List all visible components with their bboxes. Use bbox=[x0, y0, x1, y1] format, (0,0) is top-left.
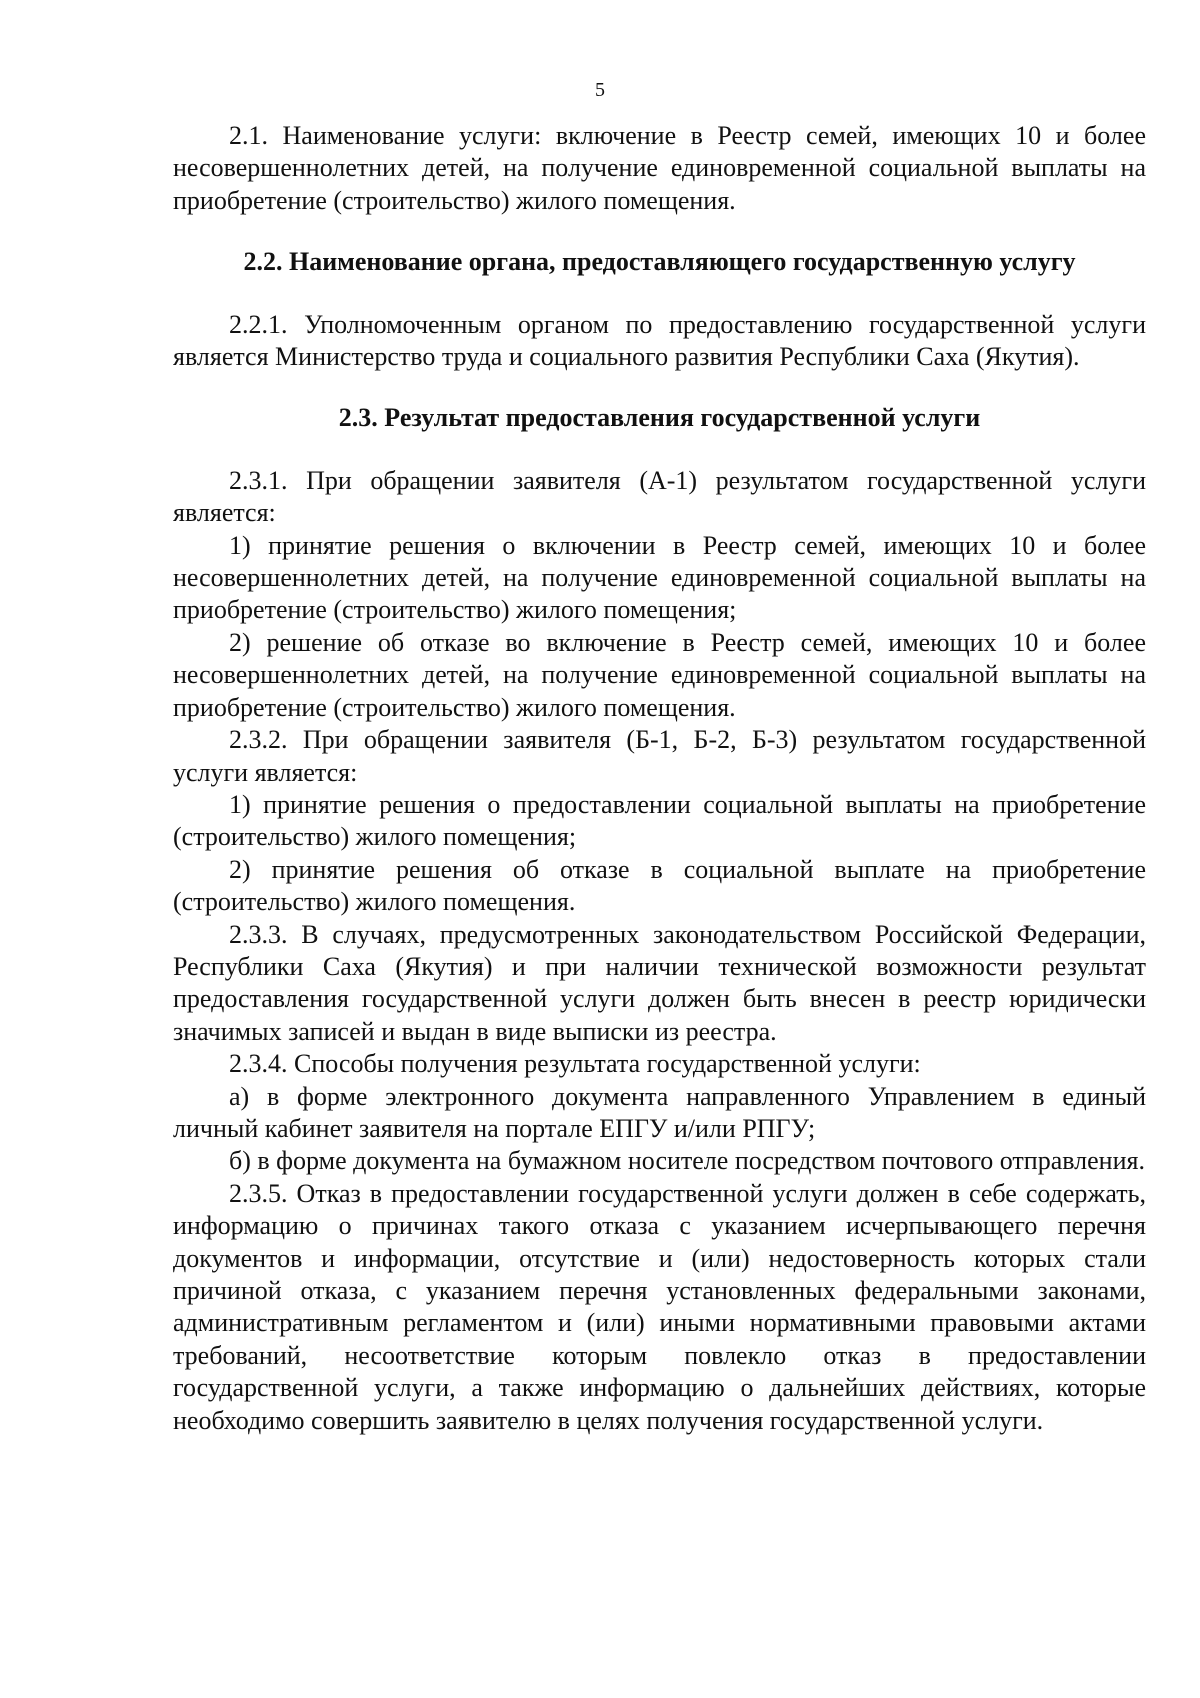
heading-2-3: 2.3. Результат предоставления государственной услуги bbox=[338, 403, 981, 433]
spacer bbox=[173, 435, 1146, 465]
paragraph-2-3-1-item-1: 1) принятие решения о включении в Реестр семей, имеющих 10 и более несовершеннолетних детей, на получение единовременной социальной выплаты на приобретение (строительство) жилого помещения; bbox=[173, 530, 1146, 625]
paragraph-2-2-1: 2.2.1. Уполномоченным органом по предоставлению государственной услуги является Министерство труда и социального развития Республики Саха (Якутия). bbox=[173, 309, 1146, 372]
paragraph-2-3-1-item-2: 2) решение об отказе во включение в Реестр семей, имеющих 10 и более несовершеннолетних детей, на получение единовременной социальной выплаты на приобретение (строительство) жилого помещения. bbox=[173, 627, 1146, 722]
paragraph-2-1: 2.1. Наименование услуги: включение в Реестр семей, имеющих 10 и более несовершеннолетних детей, на получение единовременной социальной выплаты на приобретение (строительство) жилого помещения. bbox=[173, 121, 1146, 215]
document-body bbox=[173, 120, 1146, 1437]
paragraph-2-3-2-item-1: 1) принятие решения о предоставлении социальной выплаты на приобретение (строительство) жилого помещения; bbox=[173, 789, 1146, 852]
spacer bbox=[173, 217, 1146, 246]
spacer bbox=[173, 279, 1146, 309]
paragraph-2-3-5: 2.3.5. Отказ в предоставлении государственной услуги должен в себе содержать, информацию о причинах такого отказа с указанием исчерпывающего перечня документов и информации, отсутствие и (или) недостоверность которых стали причиной отказа, с указанием перечня установленных федеральными законами, административным регламентом и (или) иными нормативными правовыми актами требований, несоответствие которым повлекло отказ в предоставлении государственной услуги, а также информацию о дальнейших действиях, которые необходимо совершить заявителю в целях получения государственной услуги. bbox=[173, 1178, 1146, 1435]
paragraph-2-3-2: 2.3.2. При обращении заявителя (Б-1, Б-2, Б-3) результатом государственной услуги является: bbox=[173, 725, 1146, 787]
paragraph-2-3-2-item-2: 2) принятие решения об отказе в социальной выплате на приобретение (строительство) жилого помещения. bbox=[173, 854, 1146, 917]
paragraph-2-3-3: 2.3.3. В случаях, предусмотренных законодательством Российской Федерации, Республики Саха (Якутия) и при наличии технической возможности результат предоставления государственной услуги должен быть внесен в реестр юридически значимых записей и выдан в виде выписки из реестра. bbox=[173, 919, 1146, 1046]
paragraph-2-3-4-item-b: б) в форме документа на бумажном носителе посредством почтового отправления. bbox=[229, 1146, 1145, 1176]
heading-2-2: 2.2. Наименование органа, предоставляющего государственную услугу bbox=[243, 247, 1076, 277]
paragraph-2-3-1: 2.3.1. При обращении заявителя (А-1) результатом государственной услуги является: bbox=[173, 465, 1146, 528]
paragraph-2-3-4-item-a: а) в форме электронного документа направленного Управлением в единый личный кабинет заявителя на портале ЕПГУ и/или РПГУ; bbox=[173, 1081, 1146, 1143]
paragraph-2-3-4: 2.3.4. Способы получения результата государственной услуги: bbox=[229, 1049, 921, 1079]
page-number: 5 bbox=[595, 79, 605, 101]
spacer bbox=[173, 373, 1146, 402]
